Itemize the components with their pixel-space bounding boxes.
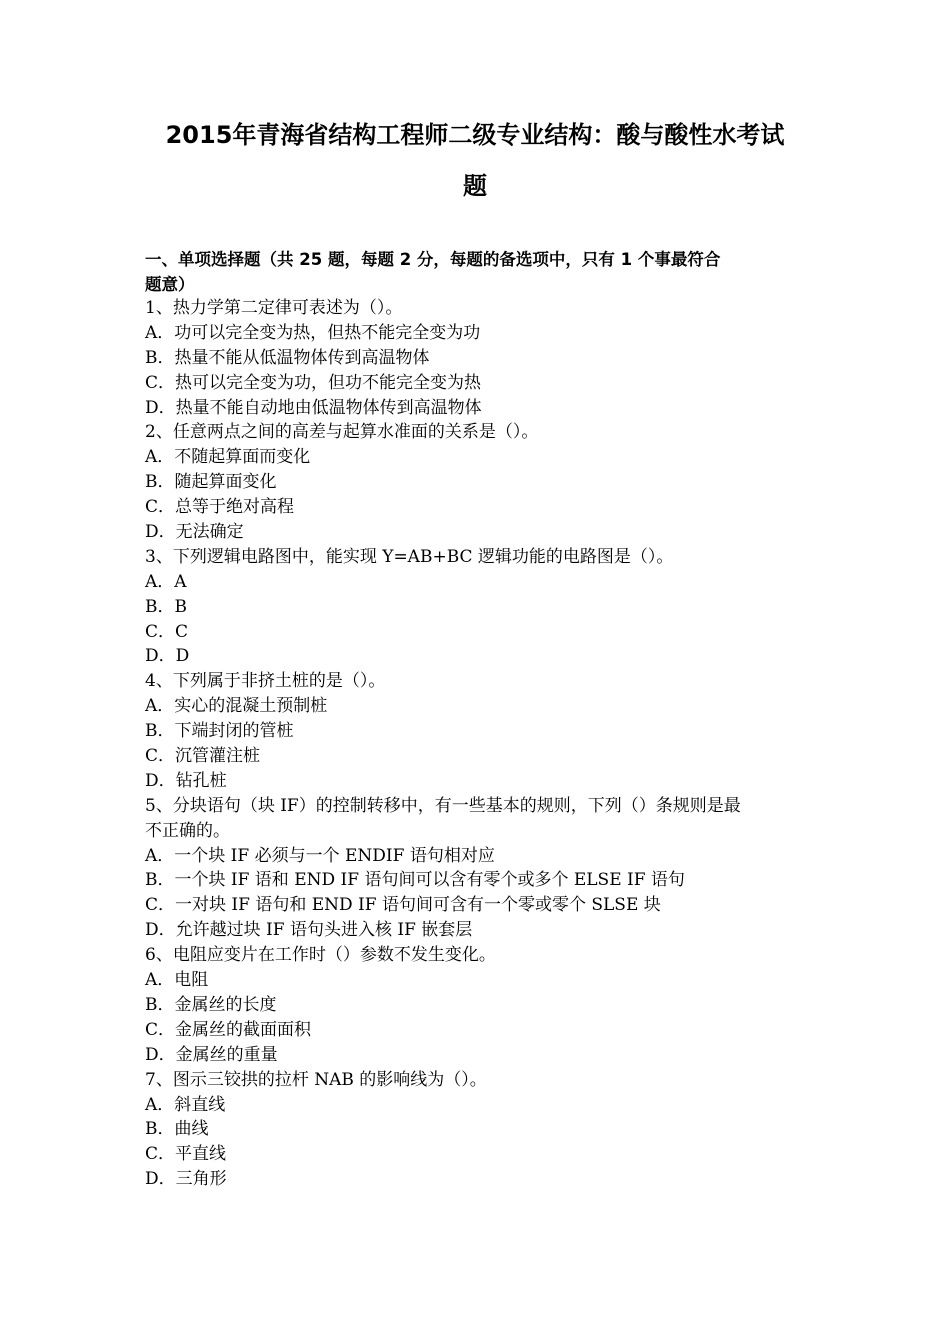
answer-option: B．下端封闭的管桩 <box>145 721 294 742</box>
question-stem: 不正确的。 <box>145 820 230 841</box>
question-stem: 1、热力学第二定律可表述为（）。 <box>145 298 403 318</box>
answer-option: D．允许越过块 IF 语句头进入核 IF 嵌套层 <box>145 920 473 941</box>
question-block <box>145 943 815 1067</box>
answer-option: D．D <box>145 646 190 667</box>
question-block <box>145 794 815 943</box>
answer-option: A．斜直线 <box>145 1094 226 1115</box>
answer-option: D．热量不能自动地由低温物体传到高温物体 <box>145 397 482 418</box>
answer-option: C．热可以完全变为功，但功不能完全变为热 <box>145 372 482 393</box>
answer-option: A．电阻 <box>145 970 209 991</box>
answer-option: A．A <box>145 571 187 592</box>
answer-option: B．随起算面变化 <box>145 472 277 493</box>
answer-option: C．平直线 <box>145 1144 227 1165</box>
answer-option: B．一个块 IF 语和 END IF 语句间可以含有零个或多个 ELSE IF 语句 <box>145 870 685 891</box>
section-heading <box>145 247 810 297</box>
question-stem: 2、任意两点之间的高差与起算水准面的关系是（）。 <box>145 422 539 443</box>
answer-option: D．三角形 <box>145 1169 227 1190</box>
question-block <box>145 669 815 793</box>
answer-option: B．B <box>145 596 187 617</box>
answer-option: C．金属丝的截面面积 <box>145 1019 312 1040</box>
question-stem: 6、电阻应变片在工作时（）参数不发生变化。 <box>145 945 496 966</box>
answer-option: B．热量不能从低温物体传到高温物体 <box>145 347 430 368</box>
answer-option: C．沉管灌注桩 <box>145 746 261 767</box>
answer-option: A．实心的混凝土预制桩 <box>145 696 328 717</box>
answer-option: C．C <box>145 621 189 642</box>
question-stem: 5、分块语句（块 IF）的控制转移中，有一些基本的规则，下列（）条规则是最 <box>145 795 741 816</box>
section-heading-line-1: 一、单项选择题（共 25 题，每题 2 分，每题的备选项中，只有 1 个事最符合 <box>145 250 721 269</box>
document-title-line-2: 题 <box>463 172 487 200</box>
question-list <box>145 296 815 1192</box>
answer-option: D．钻孔桩 <box>145 770 227 791</box>
question-block <box>145 545 815 669</box>
question-block <box>145 420 815 544</box>
document-title-line-1: 2015年青海省结构工程师二级专业结构：酸与酸性水考试 <box>165 121 785 149</box>
answer-option: A．功可以完全变为热，但热不能完全变为功 <box>145 322 481 343</box>
answer-option: B．曲线 <box>145 1119 209 1140</box>
answer-option: B．金属丝的长度 <box>145 994 277 1015</box>
answer-option: C．一对块 IF 语句和 END IF 语句间可含有一个零或零个 SLSE 块 <box>145 895 661 916</box>
answer-option: D．金属丝的重量 <box>145 1044 278 1065</box>
section-heading-line-2: 题意） <box>145 275 195 294</box>
question-stem: 4、下列属于非挤土桩的是（）。 <box>145 671 386 692</box>
question-block <box>145 1068 815 1192</box>
answer-option: C．总等于绝对高程 <box>145 497 295 518</box>
question-block <box>145 296 815 420</box>
answer-option: A．不随起算面而变化 <box>145 447 311 468</box>
answer-option: D．无法确定 <box>145 522 244 543</box>
question-stem: 3、下列逻辑电路图中，能实现 Y=AB+BC 逻辑功能的电路图是（）。 <box>145 546 674 567</box>
answer-option: A．一个块 IF 必须与一个 ENDIF 语句相对应 <box>145 845 495 866</box>
question-stem: 7、图示三铰拱的拉杆 NAB 的影响线为（）。 <box>145 1069 487 1090</box>
